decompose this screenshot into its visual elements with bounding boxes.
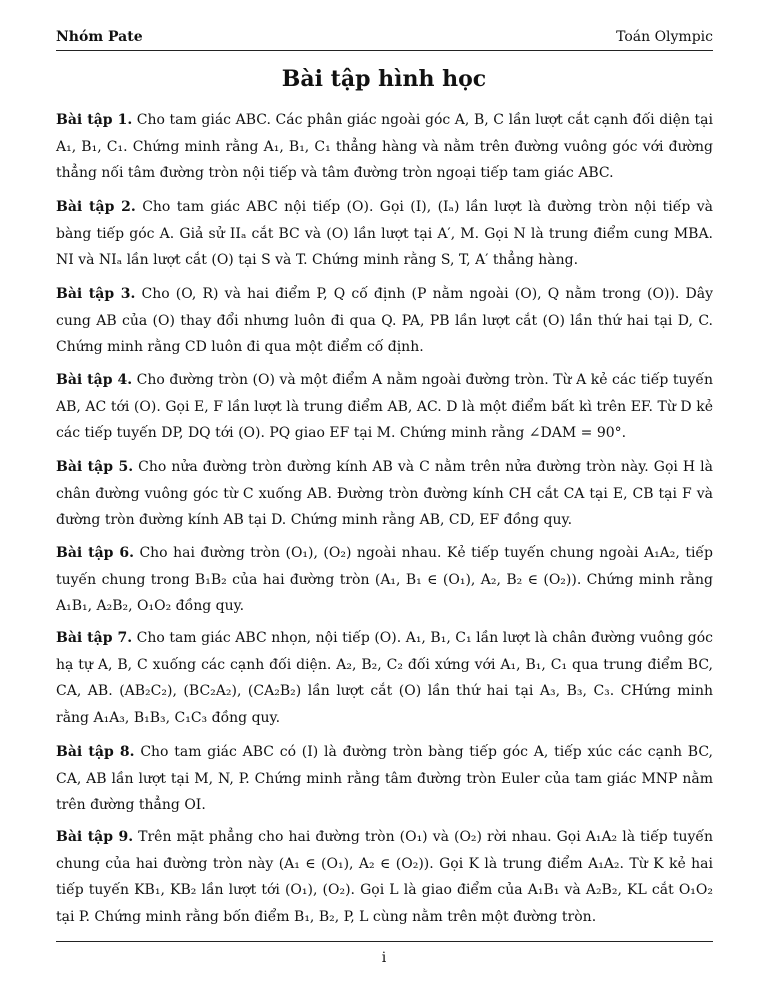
problem-label: Bài tập 7. [56,630,133,646]
problem-text: Cho tam giác ABC. Các phân giác ngoài góc A, B, C lần lượt cắt cạnh đối diện tại A₁, B₁, C₁. Chứng minh rằng A₁, B₁, C₁ thẳng hàng và nằm trên đường vuông góc với đường thẳng nối tâm đường tròn nội tiếp và tâm đường tròn ngoại tiếp tam giác ABC. [56,112,713,181]
problem-label: Bài tập 8. [56,744,135,760]
header-subject: Toán Olympic [616,29,713,45]
problem-1 [56,107,713,187]
problem-label: Bài tập 2. [56,199,136,215]
problem-5 [56,454,713,534]
footer-rule [56,941,713,942]
problem-text: Cho tam giác ABC nhọn, nội tiếp (O). A₁, B₁, C₁ lần lượt là chân đường vuông góc hạ tự A, B, C xuống các cạnh đối diện. A₂, B₂, C₂ đối xứng với A₁, B₁, C₁ qua trung điểm BC, CA, AB. (AB₂C₂), (BC₂A₂), (CA₂B₂) lần lượt cắt (O) lần thứ hai tại A₃, B₃, C₃. CHứng minh rằng A₁A₃, B₁B₃, C₁C₃ đồng quy. [56,630,714,726]
problem-3 [56,281,713,361]
problem-text: Cho tam giác ABC nội tiếp (O). Gọi (I), (Iₐ) lần lượt là đường tròn nội tiếp và bàng tiếp góc A. Giả sử IIₐ cắt BC và (O) lần lượt tại A′, M. Gọi N là trung điểm cung MBA. NI và NIₐ lần lượt cắt (O) tại S và T. Chứng minh rằng S, T, A′ thẳng hàng. [56,199,714,268]
problem-6 [56,540,713,620]
problem-label: Bài tập 1. [56,112,133,128]
problem-text: Cho nửa đường tròn đường kính AB và C nằm trên nửa đường tròn này. Gọi H là chân đường vuông góc từ C xuống AB. Đường tròn đường kính CH cắt CA tại E, CB tại F và đường tròn đường kính AB tại D. Chứng minh rằng AB, CD, EF đồng quy. [56,459,713,528]
problem-text: Cho hai đường tròn (O₁), (O₂) ngoài nhau. Kẻ tiếp tuyến chung ngoài A₁A₂, tiếp tuyến chung trong B₁B₂ của hai đường tròn (A₁, B₁ ∈ (O₁), A₂, B₂ ∈ (O₂)). Chứng minh rằng A₁B₁, A₂B₂, O₁O₂ đồng quy. [56,545,714,614]
problem-label: Bài tập 9. [56,829,134,845]
problem-text: Cho đường tròn (O) và một điểm A nằm ngoài đường tròn. Từ A kẻ các tiếp tuyến AB, AC tới (O). Gọi E, F lần lượt là trung điểm AB, AC. D là một điểm bất kì trên EF. Từ D kẻ các tiếp tuyến DP, DQ tới (O). PQ giao EF tại M. Chứng minh rằng ∠DAM = 90°. [56,372,713,441]
problem-text: Cho (O, R) và hai điểm P, Q cố định (P nằm ngoài (O), Q nằm trong (O)). Dây cung AB của (O) thay đổi nhưng luôn đi qua Q. PA, PB lần lượt cắt (O) lần thứ hai tại D, C. Chứng minh rằng CD luôn đi qua một điểm cố định. [56,286,714,355]
problem-8 [56,739,713,819]
header-group-name: Nhóm Pate [56,29,143,45]
problem-7 [56,625,713,731]
page-header [56,28,713,51]
page-number: i [381,950,387,966]
problem-text: Trên mặt phẳng cho hai đường tròn (O₁) và (O₂) rời nhau. Gọi A₁A₂ là tiếp tuyến chung của hai đường tròn này (A₁ ∈ (O₁), A₂ ∈ (O₂)). Gọi K là trung điểm A₁A₂. Từ K kẻ hai tiếp tuyến KB₁, KB₂ lần lượt tới (O₁), (O₂). Gọi L là giao điểm của A₁B₁ và A₂B₂, KL cắt O₁O₂ tại P. Chứng minh rằng bốn điểm B₁, B₂, P, L cùng nằm trên một đường tròn. [56,829,713,925]
problem-4 [56,367,713,447]
problem-label: Bài tập 4. [56,372,133,388]
problem-label: Bài tập 5. [56,459,134,475]
problem-9 [56,824,713,930]
problem-label: Bài tập 3. [56,286,136,302]
problem-2 [56,194,713,274]
problem-label: Bài tập 6. [56,545,134,561]
problem-text: Cho tam giác ABC có (I) là đường tròn bàng tiếp góc A, tiếp xúc các cạnh BC, CA, AB lần lượt tại M, N, P. Chứng minh rằng tâm đường tròn Euler của tam giác MNP nằm trên đường thẳng OI. [56,744,714,813]
page-title: Bài tập hình học [281,66,487,92]
